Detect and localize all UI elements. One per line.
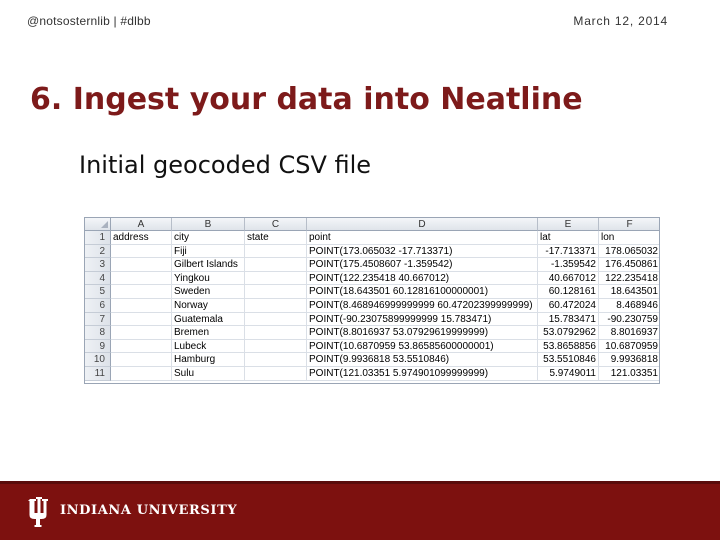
table-cell[interactable] (111, 299, 172, 313)
table-cell[interactable]: -17.713371 (538, 245, 599, 259)
table-cell[interactable]: 8.8016937 (599, 326, 660, 340)
table-cell[interactable]: 15.783471 (538, 313, 599, 327)
row-number[interactable]: 2 (85, 245, 111, 259)
table-cell[interactable]: Sulu (172, 367, 245, 381)
university-name: INDIANA UNIVERSITY (60, 503, 238, 518)
table-row (85, 326, 660, 340)
row-number[interactable]: 1 (85, 231, 111, 245)
table-cell[interactable]: Sweden (172, 285, 245, 299)
table-cell[interactable]: 176.450861 (599, 258, 660, 272)
table-cell[interactable]: Guatemala (172, 313, 245, 327)
table-cell[interactable]: 53.0792962 (538, 326, 599, 340)
table-cell[interactable]: POINT(122.235418 40.667012) (307, 272, 538, 286)
table-cell[interactable]: 9.9936818 (599, 353, 660, 367)
table-row (85, 299, 660, 313)
table-cell[interactable]: Fiji (172, 245, 245, 259)
table-cell[interactable] (245, 272, 307, 286)
iu-trident-icon (27, 497, 53, 527)
table-row (85, 245, 660, 259)
spreadsheet (84, 217, 660, 384)
table-cell[interactable] (111, 353, 172, 367)
column-header-f[interactable]: F (599, 218, 660, 231)
table-cell[interactable] (245, 326, 307, 340)
table-cell[interactable]: -90.230759 (599, 313, 660, 327)
table-cell[interactable]: 53.8658856 (538, 340, 599, 354)
table-cell[interactable]: POINT(121.03351 5.974901099999999) (307, 367, 538, 381)
table-cell[interactable] (111, 313, 172, 327)
table-cell[interactable]: lon (599, 231, 660, 245)
table-cell[interactable]: POINT(173.065032 -17.713371) (307, 245, 538, 259)
column-header-e[interactable]: E (538, 218, 599, 231)
table-cell[interactable]: Norway (172, 299, 245, 313)
slide-subtitle: Initial geocoded CSV file (79, 151, 372, 179)
table-cell[interactable]: Hamburg (172, 353, 245, 367)
table-cell[interactable] (245, 258, 307, 272)
table-cell[interactable] (245, 340, 307, 354)
table-cell[interactable]: 60.472024 (538, 299, 599, 313)
table-cell[interactable]: POINT(10.6870959 53.86585600000001) (307, 340, 538, 354)
table-row (85, 353, 660, 367)
header-handle: @notsosternlib | #dlbb (27, 14, 151, 28)
table-row (85, 285, 660, 299)
table-cell[interactable]: city (172, 231, 245, 245)
table-row (85, 258, 660, 272)
table-cell[interactable]: 121.03351 (599, 367, 660, 381)
table-cell[interactable]: POINT(18.643501 60.12816100000001) (307, 285, 538, 299)
table-cell[interactable] (111, 285, 172, 299)
table-cell[interactable] (111, 258, 172, 272)
table-cell[interactable]: state (245, 231, 307, 245)
table-cell[interactable]: Yingkou (172, 272, 245, 286)
column-header-b[interactable]: B (172, 218, 245, 231)
row-number[interactable]: 9 (85, 340, 111, 354)
table-cell[interactable]: Gilbert Islands (172, 258, 245, 272)
row-number[interactable]: 7 (85, 313, 111, 327)
table-cell[interactable] (111, 367, 172, 381)
table-cell[interactable]: 18.643501 (599, 285, 660, 299)
table-cell[interactable] (245, 353, 307, 367)
table-cell[interactable] (245, 367, 307, 381)
table-cell[interactable]: -1.359542 (538, 258, 599, 272)
table-cell[interactable] (111, 272, 172, 286)
row-number[interactable]: 5 (85, 285, 111, 299)
table-row (85, 367, 660, 381)
table-cell[interactable]: 122.235418 (599, 272, 660, 286)
slide-title: 6. Ingest your data into Neatline (30, 82, 583, 117)
table-cell[interactable]: address (111, 231, 172, 245)
column-header-c[interactable]: C (245, 218, 307, 231)
table-cell[interactable]: point (307, 231, 538, 245)
row-number[interactable]: 6 (85, 299, 111, 313)
table-cell[interactable]: 40.667012 (538, 272, 599, 286)
row-number[interactable]: 8 (85, 326, 111, 340)
table-cell[interactable]: POINT(175.4508607 -1.359542) (307, 258, 538, 272)
table-cell[interactable] (245, 313, 307, 327)
table-cell[interactable] (245, 299, 307, 313)
table-cell[interactable]: Bremen (172, 326, 245, 340)
table-cell[interactable]: lat (538, 231, 599, 245)
table-row (85, 231, 660, 245)
table-cell[interactable] (111, 340, 172, 354)
row-number[interactable]: 10 (85, 353, 111, 367)
table-cell[interactable]: POINT(8.468946999999999 60.47202399999999) (307, 299, 538, 313)
table-row (85, 340, 660, 354)
table-cell[interactable]: 178.065032 (599, 245, 660, 259)
column-header-a[interactable]: A (111, 218, 172, 231)
row-number[interactable]: 4 (85, 272, 111, 286)
table-cell[interactable]: 60.128161 (538, 285, 599, 299)
header-date: March 12, 2014 (573, 14, 668, 28)
table-row (85, 272, 660, 286)
table-cell[interactable] (111, 326, 172, 340)
table-cell[interactable]: 8.468946 (599, 299, 660, 313)
table-cell[interactable] (111, 245, 172, 259)
row-number[interactable]: 11 (85, 367, 111, 381)
table-cell[interactable]: POINT(-90.23075899999999 15.783471) (307, 313, 538, 327)
table-cell[interactable] (245, 285, 307, 299)
table-cell[interactable]: POINT(8.8016937 53.07929619999999) (307, 326, 538, 340)
table-cell[interactable] (245, 245, 307, 259)
select-all-corner[interactable] (85, 218, 111, 231)
table-row (85, 313, 660, 327)
table-cell[interactable]: POINT(9.9936818 53.5510846) (307, 353, 538, 367)
table-cell[interactable]: Lubeck (172, 340, 245, 354)
table-cell[interactable]: 53.5510846 (538, 353, 599, 367)
table-cell[interactable]: 10.6870959 (599, 340, 660, 354)
column-header-d[interactable]: D (307, 218, 538, 231)
row-number[interactable]: 3 (85, 258, 111, 272)
table-cell[interactable]: 5.9749011 (538, 367, 599, 381)
